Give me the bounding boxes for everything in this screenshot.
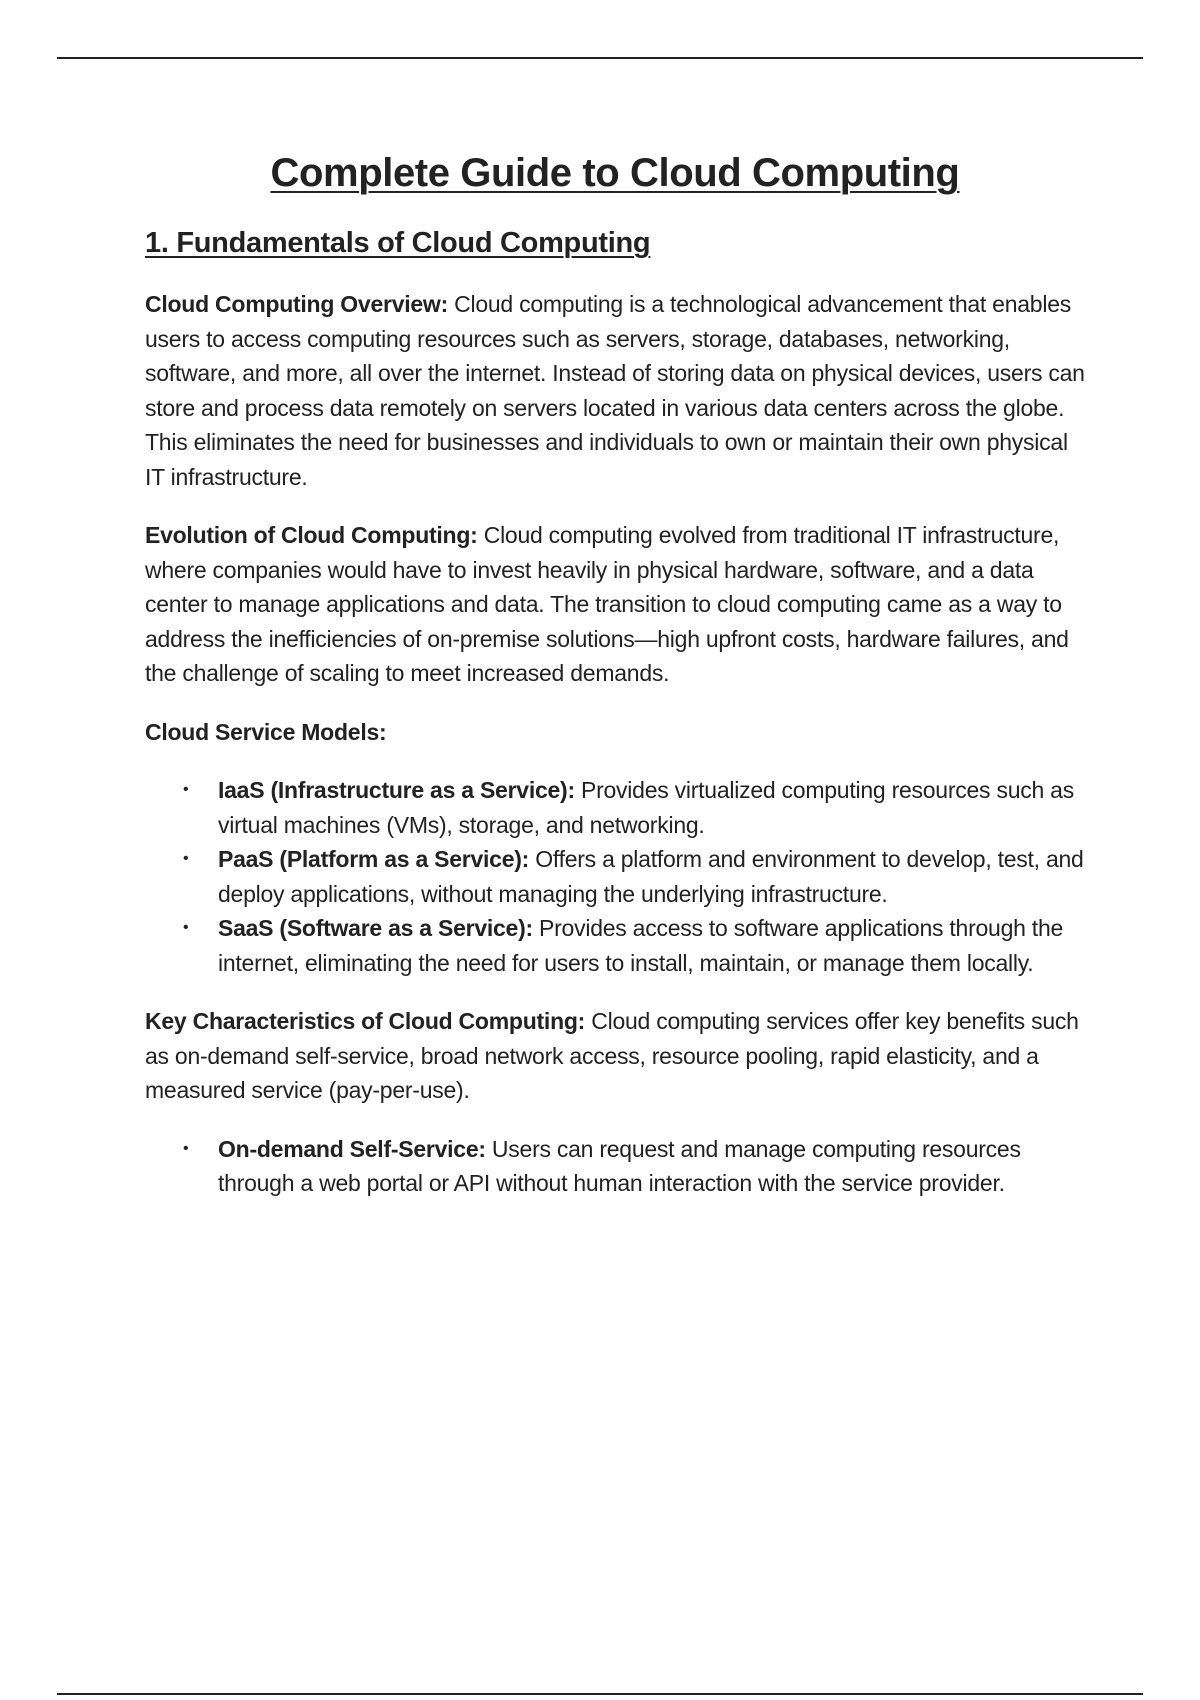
evolution-paragraph [145, 518, 1085, 691]
list-item [145, 1132, 1085, 1201]
list-item [145, 773, 1085, 842]
evolution-text: Cloud computing evolved from traditional IT infrastructure, where companies would have to invest heavily in physical hardware, software, and a data center to manage applications and data. The transition to cloud computing came as a way to address the inefficiencies of on-premise solutions—high upfront costs, hardware failures, and the challenge of scaling to meet increased demands. [145, 522, 1069, 686]
document-body [145, 145, 1085, 1201]
overview-paragraph [145, 287, 1085, 494]
list-item-text: Provides access to software applications through the internet, eliminating the need for users to install, maintain, or manage them locally. [218, 915, 1064, 976]
header-rule [57, 57, 1143, 59]
document-title: Complete Guide to Cloud Computing [270, 151, 960, 195]
service-models-lead: Cloud Service Models: [145, 718, 387, 745]
overview-lead: Cloud Computing Overview: [145, 291, 448, 317]
list-item [145, 842, 1085, 911]
key-characteristics-lead: Key Characteristics of Cloud Computing: [145, 1008, 586, 1034]
bullet-icon: • [183, 850, 189, 867]
list-item-lead: IaaS (Infrastructure as a Service): [218, 777, 575, 803]
key-characteristics-paragraph [145, 1004, 1085, 1108]
bullet-icon: • [183, 1139, 189, 1157]
list-item-text: Users can request and manage computing resources through a web portal or API without human interaction with the service provider. [218, 1135, 1021, 1196]
key-characteristics-text: Cloud computing services offer key benefits such as on-demand self-service, broad network access, resource pooling, rapid elasticity, and a measured service (pay-per-use). [145, 1008, 1079, 1103]
list-item-lead: PaaS (Platform as a Service): [218, 846, 530, 872]
evolution-lead: Evolution of Cloud Computing: [145, 522, 478, 548]
footer-rule [57, 1693, 1143, 1695]
bullet-icon: • [183, 781, 189, 798]
overview-text: Cloud computing is a technological advancement that enables users to access computing resources such as servers, storage, databases, networking, software, and more, all over the internet. Instead of storing data on physical devices, users can store and process data remotely on servers located in various data centers across the globe. This eliminates the need for businesses and individuals to own or maintain their own physical IT infrastructure. [145, 291, 1085, 490]
service-models-list [145, 773, 1085, 980]
list-item-text: Provides virtualized computing resources such as virtual machines (VMs), storage, and networking. [218, 777, 1074, 838]
list-item-lead: On-demand Self-Service: [218, 1135, 486, 1162]
service-models-paragraph [145, 715, 1085, 750]
list-item [145, 911, 1085, 980]
key-characteristics-list [145, 1132, 1085, 1201]
list-item-lead: SaaS (Software as a Service): [218, 915, 533, 941]
bullet-icon: • [183, 919, 189, 936]
section-heading: 1. Fundamentals of Cloud Computing [145, 227, 651, 259]
list-item-text: Offers a platform and environment to develop, test, and deploy applications, without managing the underlying infrastructure. [218, 846, 1084, 907]
